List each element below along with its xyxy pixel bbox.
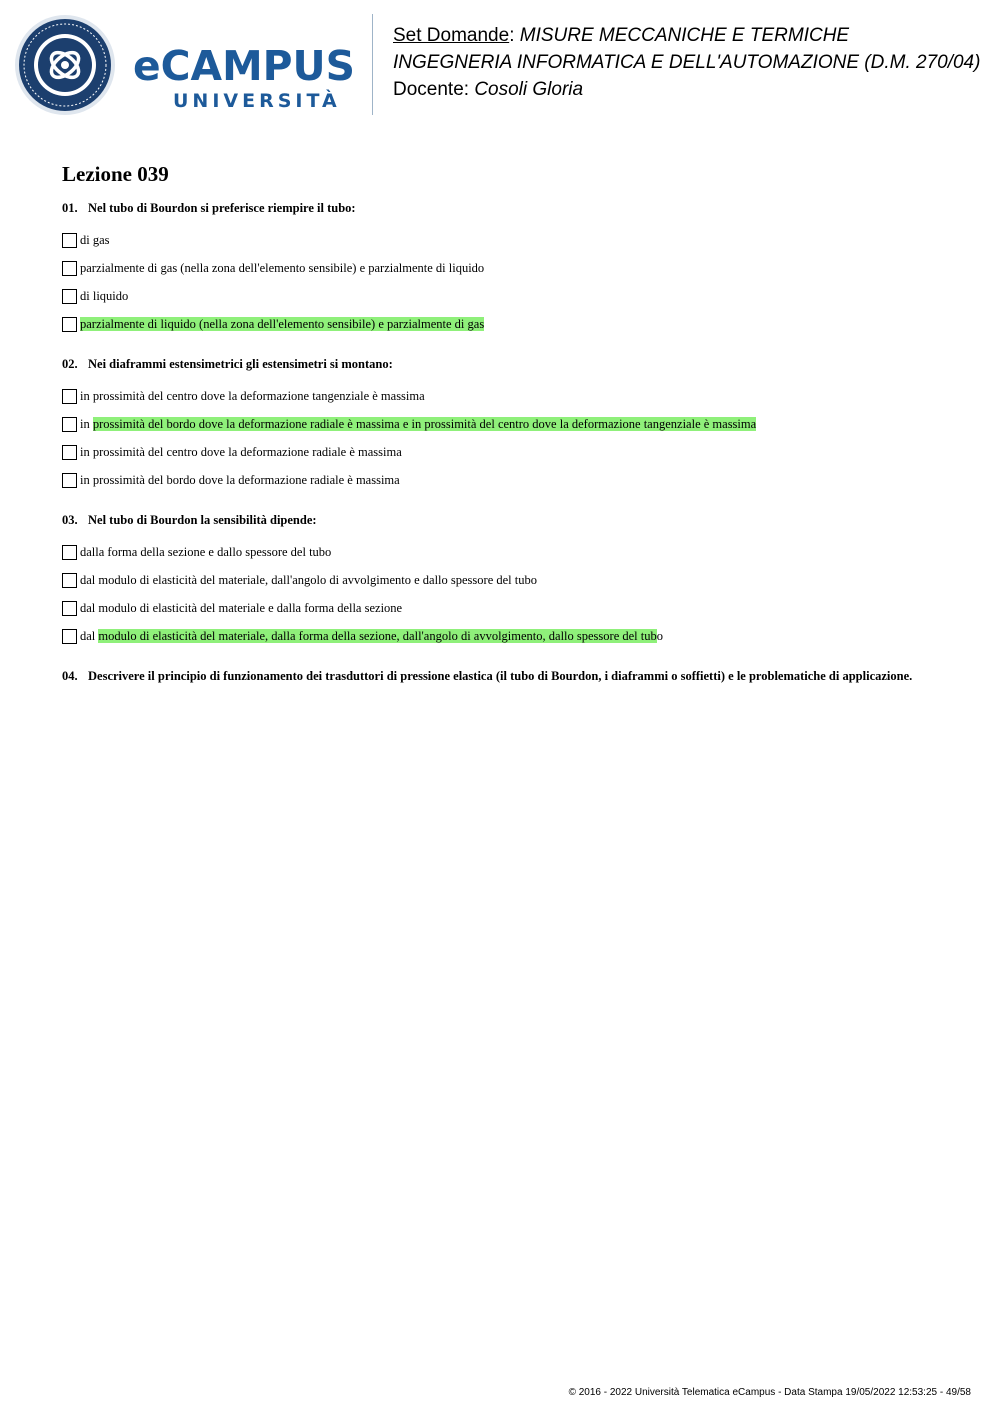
answer-text: di gas [80,233,110,247]
answer-checkbox[interactable] [62,233,77,248]
answer-checkbox[interactable] [62,417,77,432]
answer-option[interactable] [62,282,962,310]
answer-checkbox[interactable] [62,629,77,644]
answer-text: in [80,417,93,431]
lesson-content [62,160,962,702]
correct-answer-highlight: parzialmente di liquido (nella zona dell'elemento sensibile) e parzialmente di gas [80,317,485,331]
answer-option[interactable] [62,566,962,594]
answer-checkbox[interactable] [62,573,77,588]
answer-text: di liquido [80,289,129,303]
answer-checkbox[interactable] [62,389,77,404]
answer-option[interactable] [62,466,962,494]
answer-checkbox[interactable] [62,445,77,460]
question-text [62,512,962,528]
answer-option[interactable] [62,410,962,438]
question-3 [62,512,962,650]
answer-label [80,472,400,488]
teacher-line [393,76,993,103]
question-2 [62,356,962,494]
correct-answer-highlight: prossimità del bordo dove la deformazione radiale è massima e in prossimità del centro dove la deformazione tangenziale è massima [92,417,757,431]
answer-checkbox[interactable] [62,545,77,560]
answer-text: in prossimità del bordo dove la deformazione radiale è massima [80,473,400,487]
answer-label [80,416,756,432]
page-footer: © 2016 - 2022 Università Telematica eCampus - Data Stampa 19/05/2022 12:53:25 - 49/58 [568,1387,971,1398]
question-4 [62,668,962,684]
set-label: Set Domande [393,25,510,46]
question-number: 02. [62,357,78,371]
question-prompt: Nel tubo di Bourdon si preferisce riempire il tubo: [88,201,356,215]
answer-checkbox[interactable] [62,473,77,488]
ecampus-wordmark [133,40,358,90]
question-prompt: Nei diaframmi estensimetrici gli estensimetri si montano: [88,357,393,371]
correct-answer-highlight: modulo di elasticità del materiale, dalla forma della sezione, dall'angolo di avvolgimento, dallo spessore del tub [98,629,657,643]
answer-text: parzialmente di gas (nella zona dell'elemento sensibile) e parzialmente di liquido [80,261,485,275]
answer-option[interactable] [62,382,962,410]
answer-checkbox[interactable] [62,289,77,304]
lesson-title: Lezione 039 [62,162,169,186]
question-prompt: Descrivere il principio di funzionamento dei trasduttori di pressione elastica (il tubo di Bourdon, i diaframmi o soffietti) e le problematiche di applicazione. [88,669,913,683]
answer-option[interactable] [62,226,962,254]
answer-text: dalla forma della sezione e dallo spessore del tubo [80,545,332,559]
question-text [62,668,962,684]
question-1 [62,200,962,338]
answer-label [80,388,425,404]
svg-text:eCAMPUS: eCAMPUS [133,42,355,90]
answer-label [80,260,484,276]
answer-text: dal [80,629,99,643]
answer-text: dal modulo di elasticità del materiale, dall'angolo di avvolgimento e dallo spessore del tubo [80,573,537,587]
universita-wordmark: UNIVERSITÀ [173,90,341,112]
answer-label [80,628,663,644]
answer-option[interactable] [62,254,962,282]
answer-checkbox[interactable] [62,601,77,616]
question-number: 01. [62,201,78,215]
answer-option[interactable] [62,538,962,566]
answer-text: o [656,629,663,643]
ecampus-logo [133,40,358,112]
question-text [62,356,962,372]
answer-label [80,444,402,460]
answer-text: dal modulo di elasticità del materiale e dalla forma della sezione [80,601,403,615]
answer-checkbox[interactable] [62,261,77,276]
answer-label [80,316,484,332]
teacher-label: Docente: [393,79,475,100]
set-title-line: Set Domande: MISURE MECCANICHE E TERMICHE [393,25,850,46]
question-text [62,200,962,216]
teacher-name: Cosoli Gloria [474,79,584,100]
university-seal-logo [14,14,116,116]
answer-label [80,572,537,588]
answer-label [80,544,331,560]
answer-option[interactable] [62,594,962,622]
answer-option[interactable] [62,622,962,650]
answer-checkbox[interactable] [62,317,77,332]
page-header [0,0,1000,130]
answer-label [80,600,402,616]
question-number: 03. [62,513,78,527]
question-list [62,200,962,684]
answer-text: in prossimità del centro dove la deformazione tangenziale è massima [80,389,425,403]
header-divider [372,14,373,115]
answer-label [80,232,110,248]
question-number: 04. [62,669,78,683]
answer-label [80,288,128,304]
course-title: MISURE MECCANICHE E TERMICHE [519,25,850,46]
set-info [393,22,993,103]
question-prompt: Nel tubo di Bourdon la sensibilità dipende: [88,513,317,527]
answer-option[interactable] [62,310,962,338]
program-name: INGEGNERIA INFORMATICA E DELL'AUTOMAZIONE (D.M. 270/04) [393,52,981,73]
answer-text: in prossimità del centro dove la deformazione radiale è massima [80,445,402,459]
answer-option[interactable] [62,438,962,466]
